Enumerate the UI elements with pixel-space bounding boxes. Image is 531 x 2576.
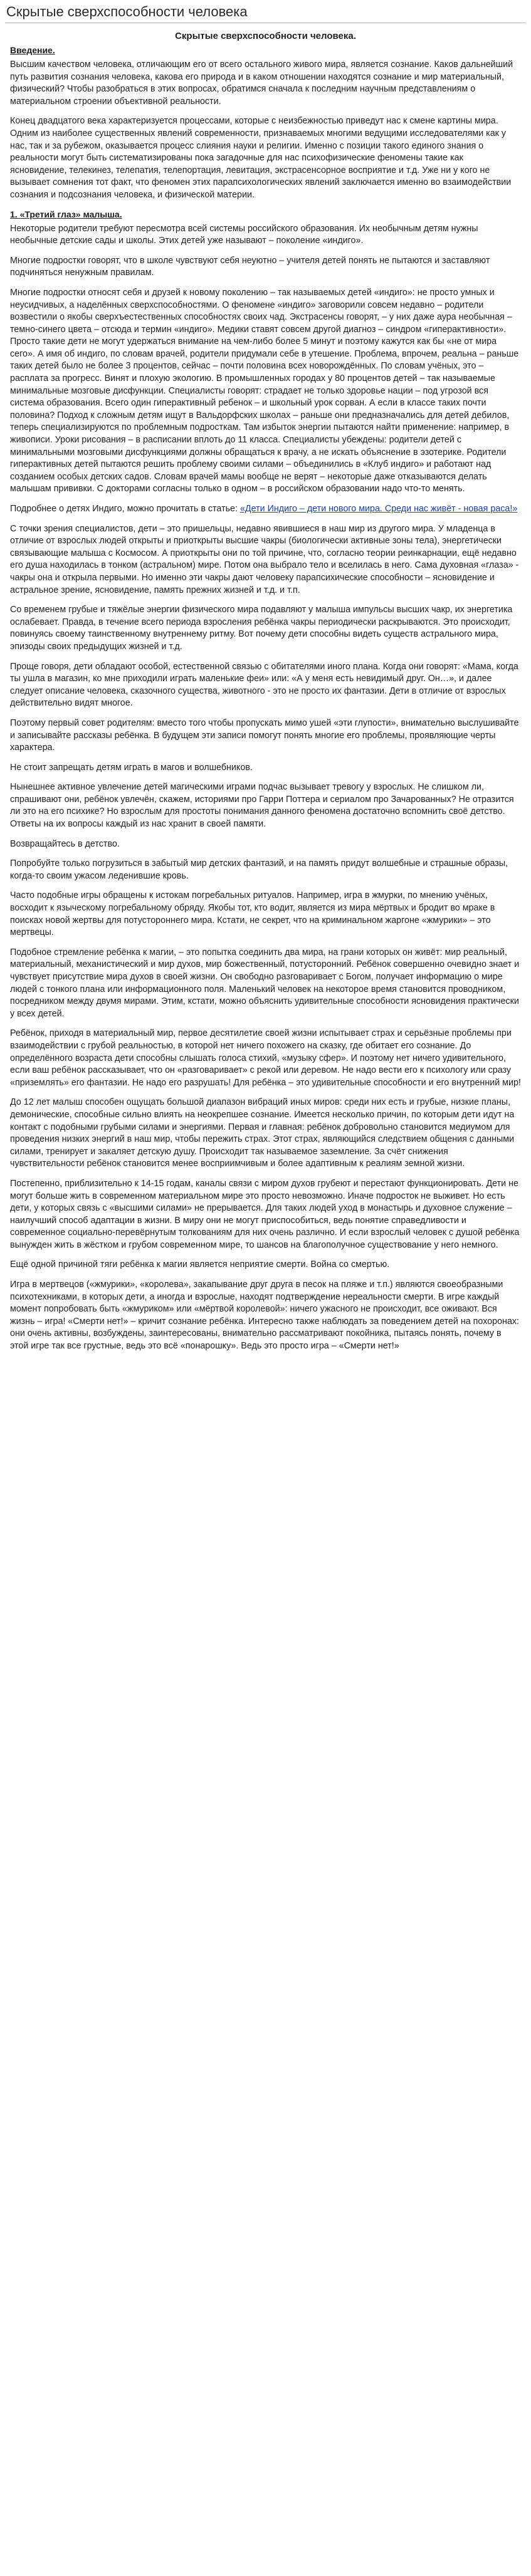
paragraph: Попробуйте только погрузиться в забытый мир детских фантазий, и на память придут волшебные и страшные образы, когда-то своим ужасом леденившие кровь. bbox=[10, 858, 508, 881]
paragraph: Ещё одной причиной тяги ребёнка к магии является неприятие смерти. Война со смертью. bbox=[10, 1259, 390, 1270]
paragraph: Поэтому первый совет родителям: вместо того чтобы пропускать мимо ушей «эти глупости», внимательно выслушивайте и записывайте рассказы ребёнка. В будущем эти записи помогут понять многие его проблемы, проявляющие черты характера. bbox=[10, 717, 519, 753]
paragraph: До 12 лет малыш способен ощущать большой диапазон вибраций иных миров: среди них есть и грубые, низкие планы, демонические, способные сильно влиять на неокрепшее сознание. Имеется несколько причин, по которым дети идут на контакт с подобными грубыми силами и энергиями. Первая и главная: ребёнок добровольно становится медиумом для проведения низких энергий в наш мир, чтобы пережить страх. Этот страх, являющийся следствием общения с данными силами, тренирует и закаляет детскую душу. Происходит так называемое заземление. За счёт снижения чувствительности ребёнок становится менее восприимчивым и более адаптивным к реалиям земной жизни. bbox=[10, 1097, 515, 1169]
paragraph: Игра в мертвецов («жмурики», «королева», закапывание друг друга в песок на пляже и т.п.) являются своеобразными психотехниками, в которых дети, а иногда и взрослые, находят подтверждение нереальности смерти. В игре каждый момент попробовать быть «жмуриком» или «мёртвой королевой»: ничего ужасного не происходит, все оживают. Вся жизнь – игра! «Смерти нет!» – кричит сознание ребёнка. Интересно также наблюдать за поведением детей на похоронах: они очень активны, возбуждены, заинтересованы, внимательно рассматривают покойника, пытаясь понять, почему в этой игре так все грустные, ведь это всё «понарошку». Ведь это просто игра – «Смерти нет!» bbox=[10, 1280, 520, 1352]
paragraph: Многие подростки относят себя и друзей к новому поколению – так называемых детей «индиго»: не просто умных и неусидчивых, а наделённых сверхспособностями. О феномене «индиго» заговорили совсем недавно – родители возвестили о якобы сверхъестественных способностях своих чад. Экстрасенсы говорят, – у них даже аура необычная – темно-синего цвета – отсюда и термин «индиго». Медики ставят совсем другой диагноз – синдром «гиперактивности». Просто такие дети не могут удержаться внимание на чем-либо более 5 минут и поэтому кажутся как бы «не от мира сего». А имя об индиго, по словам врачей, родители придумали себе в утешение. Проблема, впрочем, реальна – раньше таких детей было не более 3 процентов, сейчас – почти половина всех новорождённых. По словам учёных, это – расплата за прогресс. Винят и плохую экологию. В промышленных городах у 80 процентов детей – так называемые минимальные мозговые дисфункции. Специалисты говорят: страдает не только здоровье нации – под угрозой вся система образования. Всего один гиперактивный ребенок – и школьный урок сорван. А если в классе таких почти половина? Подход к сложным детям ищут в Вальдорфских школах – раньше они предназначались для детей дебилов, теперь специализируются по проблемным подросткам. Там избыток энергии пытаются найти применение: например, в живописи. Уроки рисования – в расписании вплоть до 11 класса. Специалисты убеждены: родители детей с минимальными мозговыми дисфункциями должны обращаться к врачу, а не искать объяснение в эзотерике. Родители гиперактивных детей пытаются решить проблему своими силами – объединились в «Клуб индиго» и работают над созданием особых детских садов. Словам врачей мамы вообще не верят – некоторые даже отказываются делать малышам прививки. С докторами согласны только в одном – в российском образовании надо что-то менять. bbox=[10, 287, 519, 494]
paragraph: Не стоит запрещать детям играть в магов и волшебников. bbox=[10, 762, 253, 773]
paragraph-text: Подробнее о детях Индиго, можно прочитать в статье: bbox=[10, 504, 240, 514]
paragraph: Некоторые родители требуют пересмотра всей системы российского образования. Их необычным детям нужны необычные детские сады и школы. Этих детей уже называют – поколение «индиго». bbox=[10, 223, 478, 246]
paragraph: Постепенно, приблизительно к 14-15 годам, каналы связи с миром духов грубеют и перестают функционировать. Дети не могут больше жить в современном материальном мире это просто невозможно. Иначе подросток не выживет. Но есть дети, у которых связь с «высшими силами» не прерывается. Для таких людей уход в монастырь и духовное служение – наилучший способ адаптации в жизни. В миру они не могут приспособиться, ведь понятие справедливости и современное социально-перевёрнутым толкованиям для них очень различно. И если взрослый человек с душой ребёнка вынужден жить в жёстком и грубом современном мире, то шансов на благополучное существование у него немного. bbox=[10, 1178, 520, 1250]
paragraph: Проще говоря, дети обладают особой, естественной связью с обитателями иного плана. Когда они говорят: «Мама, когда ты ушла в магазин, ко мне приходили играть маленькие феи» или: «А у меня есть невидимый друг. Он…», и далее следует описание человека, сказочного существа, животного - это не просто их фантазии. Дети в отличие от взрослых действительно видят многое. bbox=[10, 661, 518, 709]
paragraph: Многие подростки говорят, что в школе чувствуют себя неуютно – учителя детей понять не пытаются и заставляют подчиняться ненужным правилам. bbox=[10, 255, 490, 278]
intro-label: Введение. bbox=[10, 45, 55, 55]
paragraph: Возвращайтесь в детство. bbox=[10, 838, 120, 849]
page-title: Скрытые сверхспособности человека bbox=[5, 0, 526, 23]
paragraph: Со временем грубые и тяжёлые энергии физического мира подавляют у малыша импульсы высших чакр, их энергетика ослабевает. Правда, в течение всего периода взросления ребёнка чакры периодически раскрываются. Это происходит, повинуясь своему таинственному внутреннему ритму. Вот почему дети способны видеть существ астрального мира, эпизоды своих предыдущих жизней и т.д. bbox=[10, 605, 513, 652]
paragraph: Подобное стремление ребёнка к магии, – это попытка соединить два мира, на грани которых он живёт: мир реальный, материальный, механистический и мир духов, мир божественный, потусторонний. Ребёнок совершенно очевидно знает и чувствует присутствие мира духов в своей жизни. Он свободно разговаривает с Богом, получает информацию о мире людей с тонкого плана или информационного поля. Маленький человек на некоторое время становится проводником, посредником между двумя мирами. Этим, кстати, можно объяснить удивительные способности ясновидения практически у всех детей. bbox=[10, 947, 520, 1019]
document-heading: Скрытые сверхспособности человека. bbox=[175, 31, 356, 41]
article-link[interactable]: «Дети Индиго – дети нового мира. Среди нас живёт - новая раса!» bbox=[239, 504, 518, 514]
paragraph: Конец двадцатого века характеризуется процессами, которые с неизбежностью приведут нас к смене картины мира. Одним из наиболее существенных явлений современности, признаваемых многими ведущими исследователями как у нас, так и за рубежом, оказывается процесс слияния науки и религии. Именно с позиции такого единого знания о реальности могут быть систематизированы пока загадочные для нас психофизические феномены такие как ясновидение, телекинез, телепатия, телепортация, левитация, экстрасенсорное восприятие и т.д. Уже ни у кого не вызывает сомнения тот факт, что феномен этих парапсихологических явлений заключается именно во взаимодействии сознания и подсознания человека, и физической материи. bbox=[10, 116, 512, 200]
paragraph: С точки зрения специалистов, дети – это пришельцы, недавно явившиеся в наш мир из другого мира. У младенца в отличие от взрослых людей открыты и приоткрыты высшие чакры (биологически активные зоны тела), энергетически связывающие малыша с Космосом. А приоткрыты они по той причине, что, согласно теории реинкарнации, ещё недавно его душа находилась в тонком (астральном) мире. Потом она выбрало тело и вселилась в него. Сама духовная «глаза» - чакры она и открыла первыми. Но именно эти чакры дают человеку парапсихические способности – ясновидение и астральное зрение, ясновидение, память прежних жизней и т.д. и т.п. bbox=[10, 523, 519, 595]
paragraph: Ребёнок, приходя в материальный мир, первое десятилетие своей жизни испытывает страх и серьёзные проблемы при взаимодействии с грубой реальностью, в которой нет ничего похожего на сказку, где обитает его сознание. До определённого возраста дети способны слышать голоса стихий, «музыку сфер». И поэтому нет ничего удивительного, если ваш ребёнок рассказывает, что он «разговаривает» с рекой или деревом. Не надо вести его к психологу или сразу «приземлять» его фантазии. Не надо его разрушать! Для ребёнка – это удивительные способности и его внутренний мир! bbox=[10, 1028, 521, 1088]
section-heading: 1. «Третий глаз» малыша. bbox=[10, 209, 122, 219]
paragraph-with-link bbox=[10, 503, 521, 516]
paragraph: Высшим качеством человека, отличающим его от всего остального живого мира, является сознание. Каков дальнейший путь развития сознания человека, каковa его природа и в каком отношении находятся сознание и мир материальный, физический? Чтобы разобраться в этих вопросах, обратимся сначала к последним научным представлениям о материальном строении объективной реальности. bbox=[10, 60, 513, 107]
paragraph: Нынешнее активное увлечение детей магическими играми подчас вызывает тревогу у взрослых. Не слишком ли, спрашивают они, ребёнок увлечён, скажем, историями про Гарри Поттера и сериалом про Зачарованных? Не отразится ли это на его психике? Но взрослым для простоты понимания данного феномена достаточно вспомнить своё детство. Ответы на их вопросы каждый из нас хранит в своей памяти. bbox=[10, 782, 514, 830]
paragraph: Часто подобные игры обращены к истокам погребальных ритуалов. Например, игра в жмурки, по мнению учёных, восходит к языческому погребальному обряду. Якобы тот, кто водит, является из мира мёртвых и бродит во мраке в поисках новой жертвы для потустороннего мира. Кстати, не секрет, что на криминальном жаргоне «жмурики» – это мертвецы. bbox=[10, 890, 495, 938]
